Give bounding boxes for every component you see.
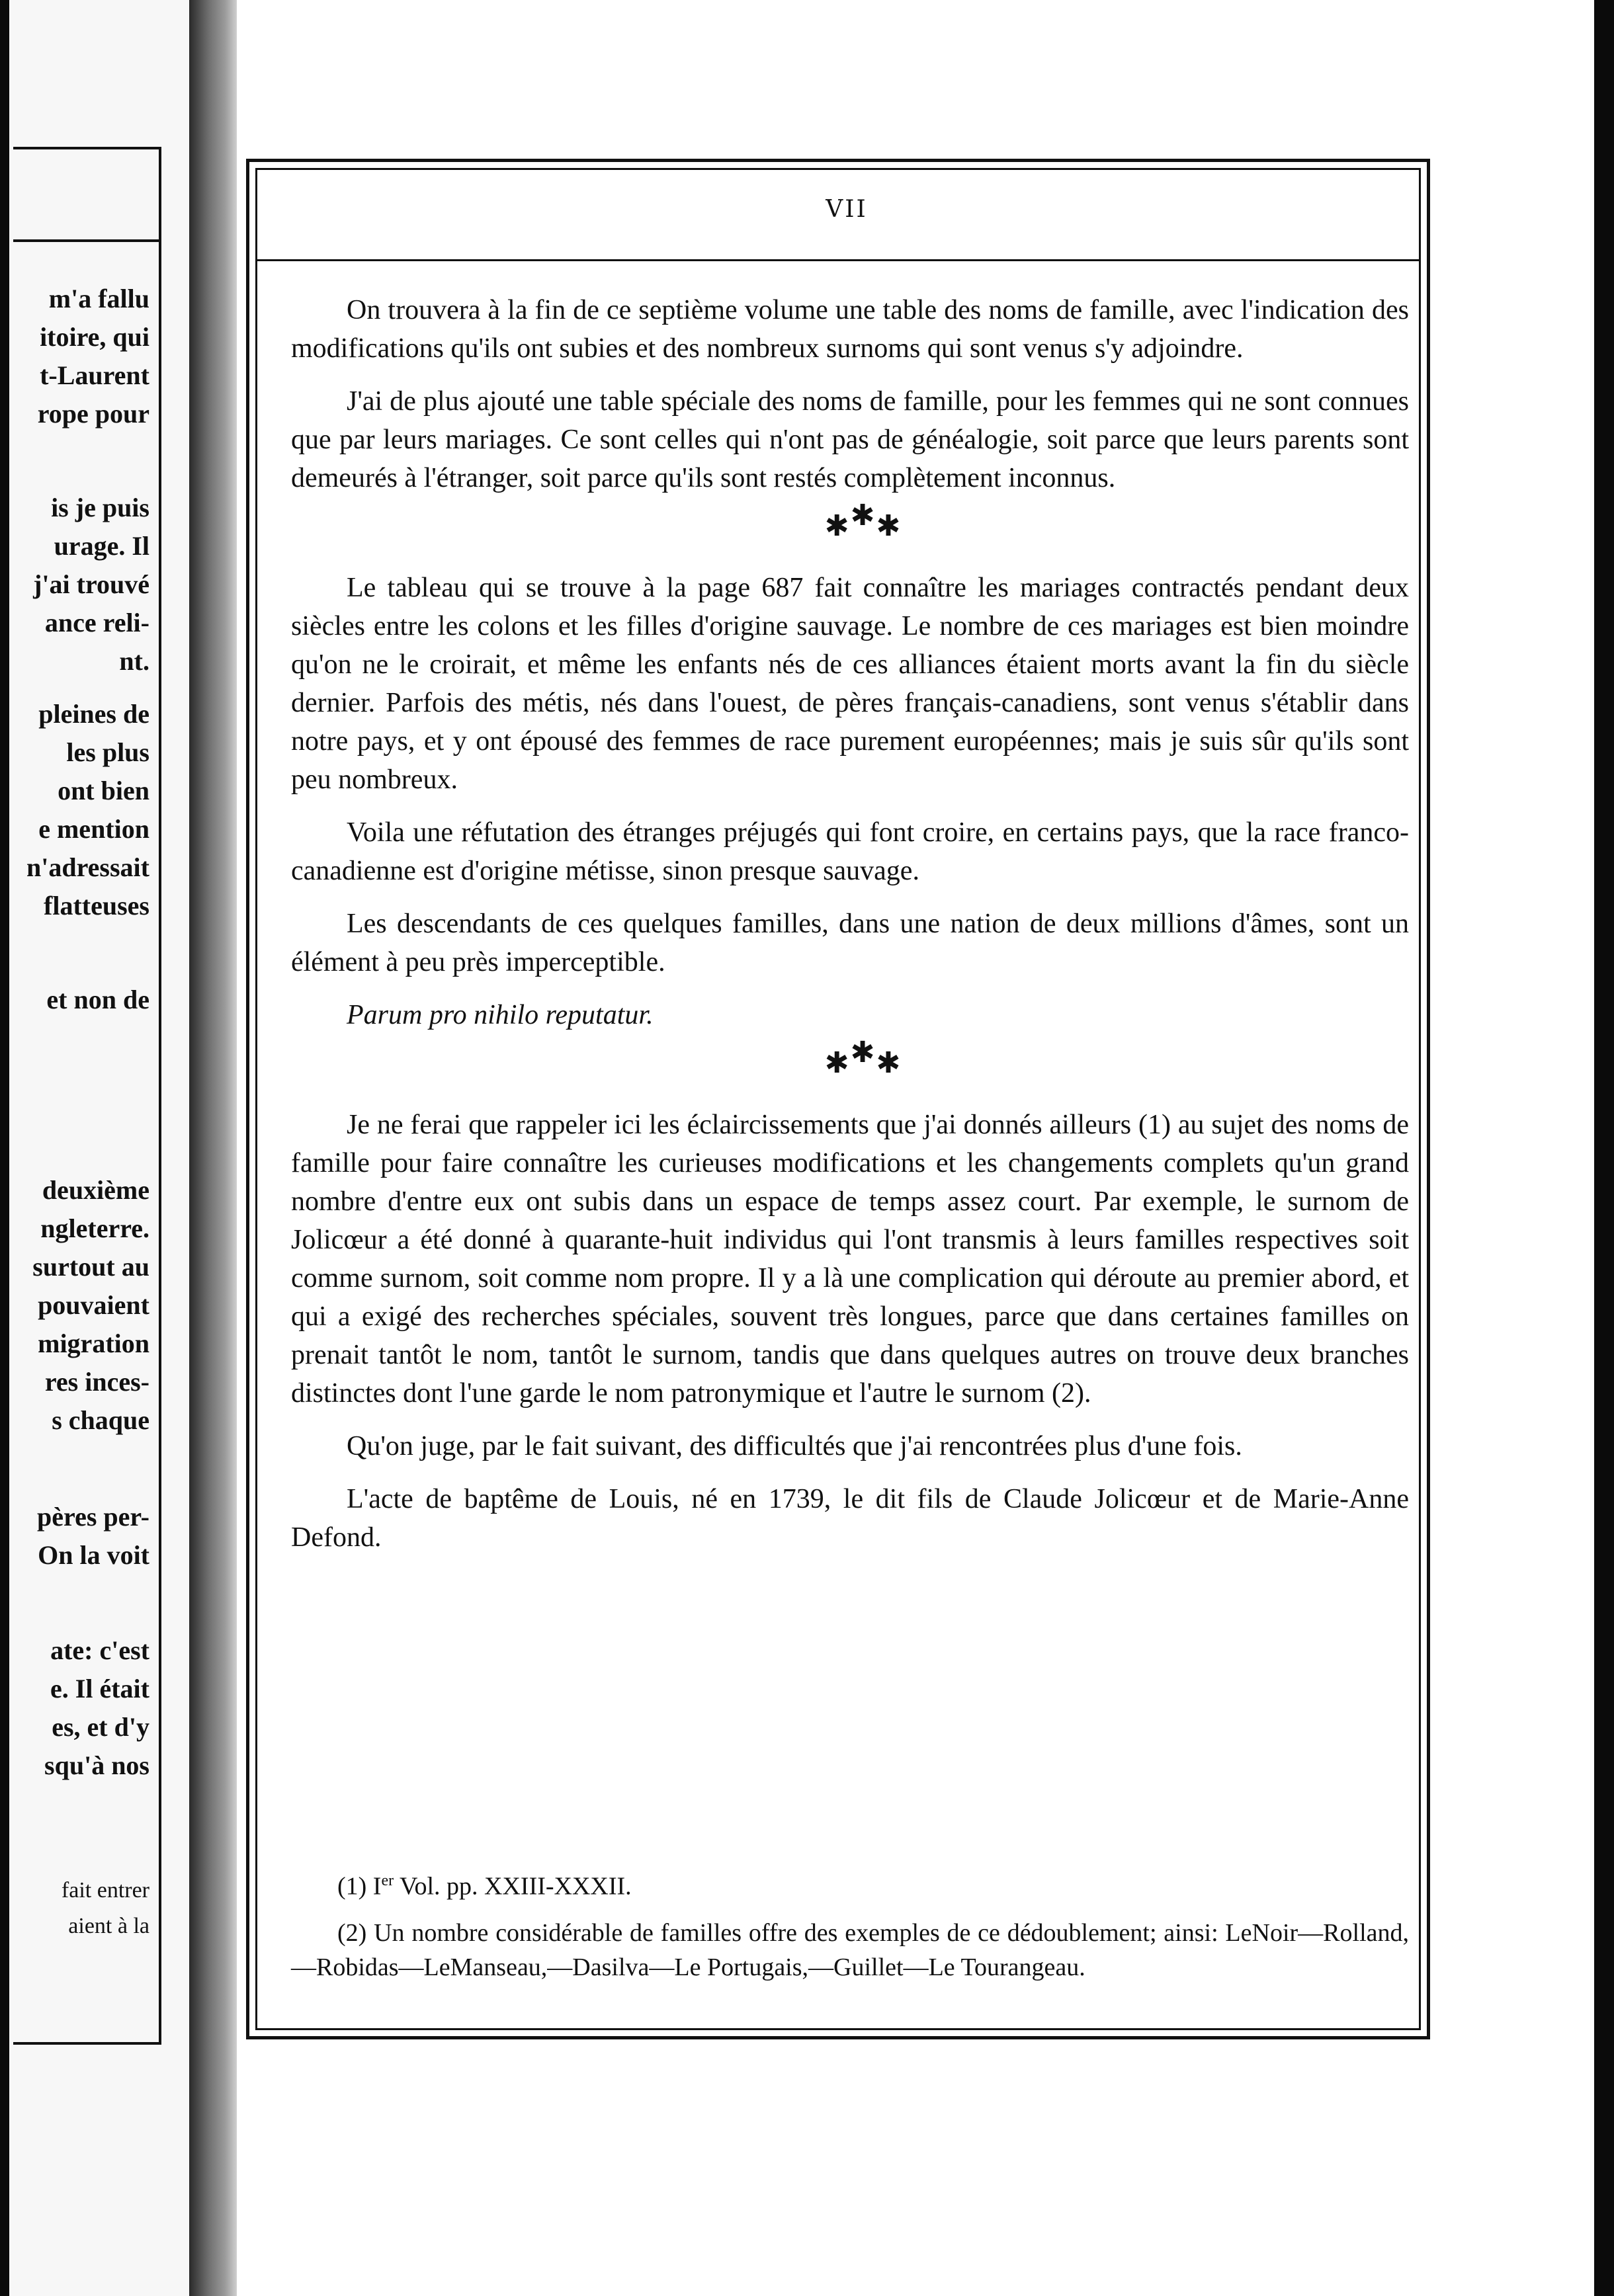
footnote-1-text: Vol. pp. XXIII-XXXII. [394,1872,632,1901]
left-line: pleines de [38,699,149,729]
asterism-separator: ✱✱✱ [824,499,902,542]
left-line: pouvaient [38,1290,149,1320]
left-line: migration [38,1329,149,1358]
scan-edge-left [0,0,9,2296]
left-line: aient à la [68,1914,149,1938]
left-line: squ'à nos [44,1750,149,1780]
left-line: res inces- [44,1367,149,1397]
left-line: ont bien [58,776,149,805]
footnote-1-prefix: (1) I [337,1872,382,1901]
left-line: et non de [46,985,149,1014]
previous-page-fragment [9,0,189,2296]
left-line: urage. Il [54,531,149,561]
footnotes [291,1864,1409,1996]
paragraph: L'acte de baptême de Louis, né en 1739, le dit fils de Claude Jolicœur et de Marie-Anne Defond. [291,1484,1409,1553]
left-line: t-Laurent [40,360,149,390]
paragraph: J'ai de plus ajouté une table spéciale des noms de famille, pour les femmes qui ne sont connues que par leurs mariages. Ce sont celles qui n'ont pas de généalogie, soit parce que leurs parents sont demeurés à l'étranger, soit parce qu'ils sont restés complètement inconnus. [291,386,1409,493]
paragraph: Voila une réfutation des étranges préjugés qui font croire, en certains pays, que la race franco-canadienne est d'origine métisse, sinon presque sauvage. [291,817,1409,886]
left-line: s chaque [52,1405,149,1435]
left-line: j'ai trouvé [33,569,149,599]
left-line: n'adressait [26,852,149,882]
header-rule [255,259,1421,261]
left-line: rope pour [37,399,149,429]
left-line: deuxième [42,1175,149,1205]
footnote-2: (2) Un nombre considérable de familles offre des exemples de ce dédoublement; ainsi: LeNoir—Rolland,—Robidas—LeManseau,—Dasilva—Le Portugais,—Guillet—Le Tourangeau. [291,1918,1409,1981]
footnote-1-superscript: er [381,1872,394,1889]
book-gutter [189,0,237,2296]
page-number: VII [826,196,868,223]
footnote-1 [291,1864,1409,1904]
paragraph: On trouvera à la fin de ce septième volume une table des noms de famille, avec l'indication des modifications qu'ils ont subies et des nombreux surnoms qui sont venus s'y adjoindre. [291,295,1409,364]
paragraph: Le tableau qui se trouve à la page 687 fait connaître les mariages contractés pendant deux siècles entre les colons et les filles d'origine sauvage. Le nombre de ces mariages est bien moindre qu'on ne le croirait, et même les enfants nés de ces alliances étaient morts avant la fin du siècle dernier. Parfois des métis, nés dans l'ouest, de pères français-canadiens, sont venus s'établir dans notre pays, et y ont épousé des femmes de race purement européennes; mais je suis sûr qu'ils sont peu nombreux. [291,573,1409,795]
left-line: flatteuses [44,891,149,921]
left-line: ance reli- [44,608,149,637]
paragraph: Les descendants de ces quelques familles, dans une nation de deux millions d'âmes, sont un élément à peu près imperceptible. [291,909,1409,977]
left-line: nt. [119,646,149,676]
left-line: es, et d'y [52,1712,149,1742]
left-line: pères per- [37,1502,149,1532]
left-line: les plus [66,737,149,767]
left-line: surtout au [32,1252,149,1282]
left-line: fait entrer [61,1878,149,1903]
paragraph: Qu'on juge, par le fait suivant, des difficultés que j'ai rencontrées plus d'une fois. [347,1431,1242,1461]
latin-quote: Parum pro nihilo reputatur. [347,1000,654,1030]
left-line: On la voit [38,1540,149,1570]
previous-page-header-rule [13,239,161,242]
left-line: itoire, qui [40,322,149,352]
paragraph: Je ne ferai que rappeler ici les éclaircissements que j'ai donnés ailleurs (1) au sujet des noms de famille pour faire connaître les curieuses modifications et les changements complets qu'un grand nombre d'entre eux ont subis dans un espace de temps assez court. Par exemple, le surnom de Jolicœur a été donné à quarante-huit individus qui l'ont transmis à leurs familles respectives soit comme surnom, soit comme nom propre. Il y a là une complication qui déroute au premier abord, et qui a exigé des recherches spéciales, souvent très longues, parce que dans certaines familles on prenait tantôt le nom, tantôt le surnom, tandis que dans quelques autres on trouve deux branches distinctes dont l'une garde le nom patronymique et l'autre le surnom (2). [291,1110,1409,1409]
left-line: ngleterre. [40,1213,149,1243]
left-line: e. Il était [50,1674,149,1703]
left-line: m'a fallu [48,284,149,313]
scan-edge-right [1594,0,1614,2296]
left-line: ate: c'est [50,1635,149,1665]
left-line: e mention [38,814,149,844]
asterism-separator: ✱✱✱ [824,1036,902,1079]
main-text [291,291,1409,1571]
left-line: is je puis [51,493,149,522]
